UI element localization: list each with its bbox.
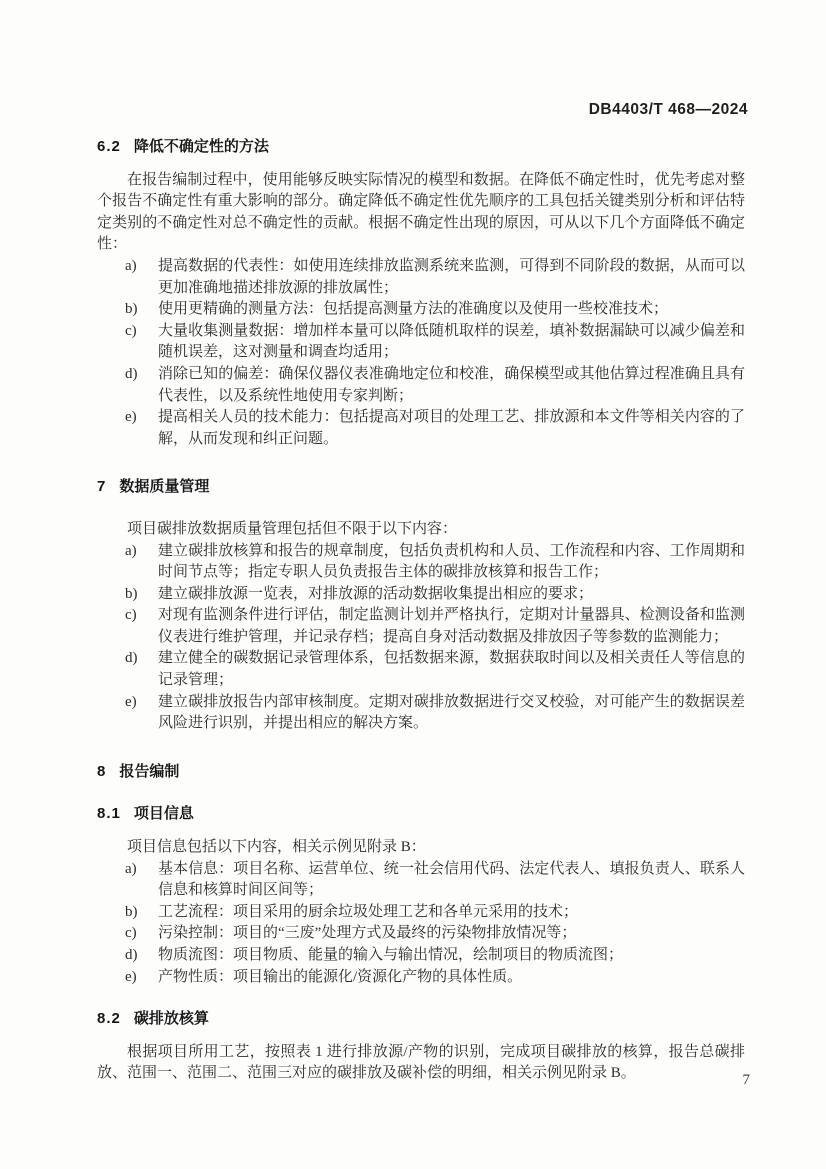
list-item-d	[97, 648, 745, 691]
section-heading-8	[97, 761, 745, 783]
section-number: 6.2	[97, 138, 121, 155]
ordered-list	[97, 541, 745, 735]
list-item-label: b)	[125, 301, 138, 318]
list-item-label: c)	[125, 322, 137, 339]
list-item-label: b)	[125, 585, 138, 602]
list-item-text: 产物性质：项目输出的能源化/资源化产物的具体性质。	[158, 968, 523, 985]
list-item-a	[97, 859, 745, 902]
list-item-c	[97, 321, 745, 364]
list-item-label: b)	[125, 903, 138, 920]
section-title: 报告编制	[119, 762, 180, 780]
paragraph: 项目碳排放数据质量管理包括但不限于以下内容：	[127, 520, 458, 537]
section-number: 8.2	[97, 1010, 121, 1028]
list-item-a	[97, 256, 745, 299]
list-item-label: e)	[125, 409, 137, 426]
list-item-b	[97, 902, 745, 924]
list-item-b	[97, 584, 745, 606]
document-body	[97, 136, 745, 1085]
list-item-label: d)	[125, 947, 138, 963]
list-item-text: 建立碳排放源一览表，对排放源的活动数据收集提出相应的要求；	[158, 585, 594, 602]
list-item-label: a)	[125, 860, 137, 877]
paragraph: 根据项目所用工艺，按照表 1 进行排放源/产物的识别，完成项目碳排放的核算，报告总碳排放、范围一、范围二、范围三对应的碳排放及碳补偿的明细，相关示例见附录 B。	[97, 1043, 745, 1082]
list-item-label: a)	[125, 542, 137, 559]
list-item-e	[97, 407, 745, 450]
section-heading-8-2	[97, 1008, 745, 1030]
section-number: 8.1	[97, 805, 121, 823]
list-item-e	[97, 692, 745, 735]
list-item-label: e)	[125, 693, 137, 710]
section-heading-7	[97, 476, 745, 498]
paragraph: 项目信息包括以下内容，相关示例见附录 B：	[127, 839, 426, 856]
list-item-text: 建立碳排放报告内部审核制度。定期对碳排放数据进行交叉校验，对可能产生的数据误差风险进行识别，并提出相应的解决方案。	[158, 693, 745, 732]
section-title: 数据质量管理	[119, 478, 210, 496]
section-title: 项目信息	[133, 805, 194, 823]
list-item-text: 污染控制：项目的“三废”处理方式及最终的污染物排放情况等；	[158, 925, 577, 942]
list-item-text: 基本信息：项目名称、运营单位、统一社会信用代码、法定代表人、填报负责人、联系人信息和核算时间区间等；	[158, 860, 745, 899]
list-item-text: 建立健全的碳数据记录管理体系，包括数据来源，数据获取时间以及相关责任人等信息的记录管理；	[158, 650, 745, 689]
list-item-text: 建立碳排放核算和报告的规章制度，包括负责机构和人员、工作流程和内容、工作周期和时间节点等；指定专职人员负责报告主体的碳排放核算和报告工作；	[158, 542, 745, 581]
list-item-d	[97, 945, 745, 967]
running-header-standard-number: DB4403/T 468—2024	[588, 101, 748, 118]
list-item-label: e)	[125, 968, 137, 985]
section-title: 碳排放核算	[133, 1010, 209, 1028]
list-item-text: 工艺流程：项目采用的厨余垃圾处理工艺和各单元采用的技术；	[158, 903, 579, 920]
list-item-b	[97, 299, 745, 321]
list-item-text: 提高相关人员的技术能力：包括提高对项目的处理工艺、排放源和本文件等相关内容的了解，从而发现和纠正问题。	[158, 409, 745, 447]
list-item-label: c)	[125, 925, 137, 942]
list-item-c	[97, 923, 745, 945]
list-item-text: 大量收集测量数据：增加样本量可以降低随机取样的误差，填补数据漏缺可以减少偏差和随机误差，这对测量和调查均适用；	[158, 322, 745, 361]
list-item-c	[97, 605, 745, 648]
section-heading-6-2	[97, 136, 745, 158]
list-item-label: c)	[125, 607, 137, 624]
list-item-text: 消除已知的偏差：确保仪器仪表准确地定位和校准，确保模型或其他估算过程准确且具有代表性，以及系统性地使用专家判断；	[158, 365, 745, 404]
list-item-text: 对现有监测条件进行评估，制定监测计划并严格执行，定期对计量器具、检测设备和监测仪表进行维护管理，并记录存档；提高自身对活动数据及排放因子等参数的监测能力；	[158, 607, 745, 645]
ordered-list	[97, 859, 745, 989]
section-title: 降低不确定性的方法	[133, 138, 269, 155]
section-number: 7	[97, 478, 107, 496]
list-item-d	[97, 364, 745, 407]
list-item-text: 物质流图：项目物质、能量的输入与输出情况，绘制项目的物质流图；	[158, 947, 624, 963]
paragraph: 在报告编制过程中，使用能够反映实际情况的模型和数据。在降低不确定性时，优先考虑对整个报告不确定性有重大影响的部分。确定降低不确定性优先顺序的工具包括关键类别分析和评估特定类别的不确定性对总不确定性的贡献。根据不确定性出现的原因，可从以下几个方面降低不确定性：	[97, 171, 745, 253]
section-number: 8	[97, 762, 107, 780]
list-item-label: d)	[125, 650, 138, 667]
section-heading-8-1	[97, 803, 745, 825]
list-item-a	[97, 541, 745, 584]
list-item-e	[97, 967, 745, 989]
list-item-label: a)	[125, 257, 137, 274]
page-number: 7	[742, 1072, 750, 1088]
list-item-label: d)	[125, 365, 138, 382]
list-item-text: 提高数据的代表性：如使用连续排放监测系统来监测，可得到不同阶段的数据，从而可以更加准确地描述排放源的排放属性；	[158, 257, 745, 296]
list-item-text: 使用更精确的测量方法：包括提高测量方法的准确度以及使用一些校准技术；	[158, 301, 669, 318]
ordered-list	[97, 256, 745, 450]
